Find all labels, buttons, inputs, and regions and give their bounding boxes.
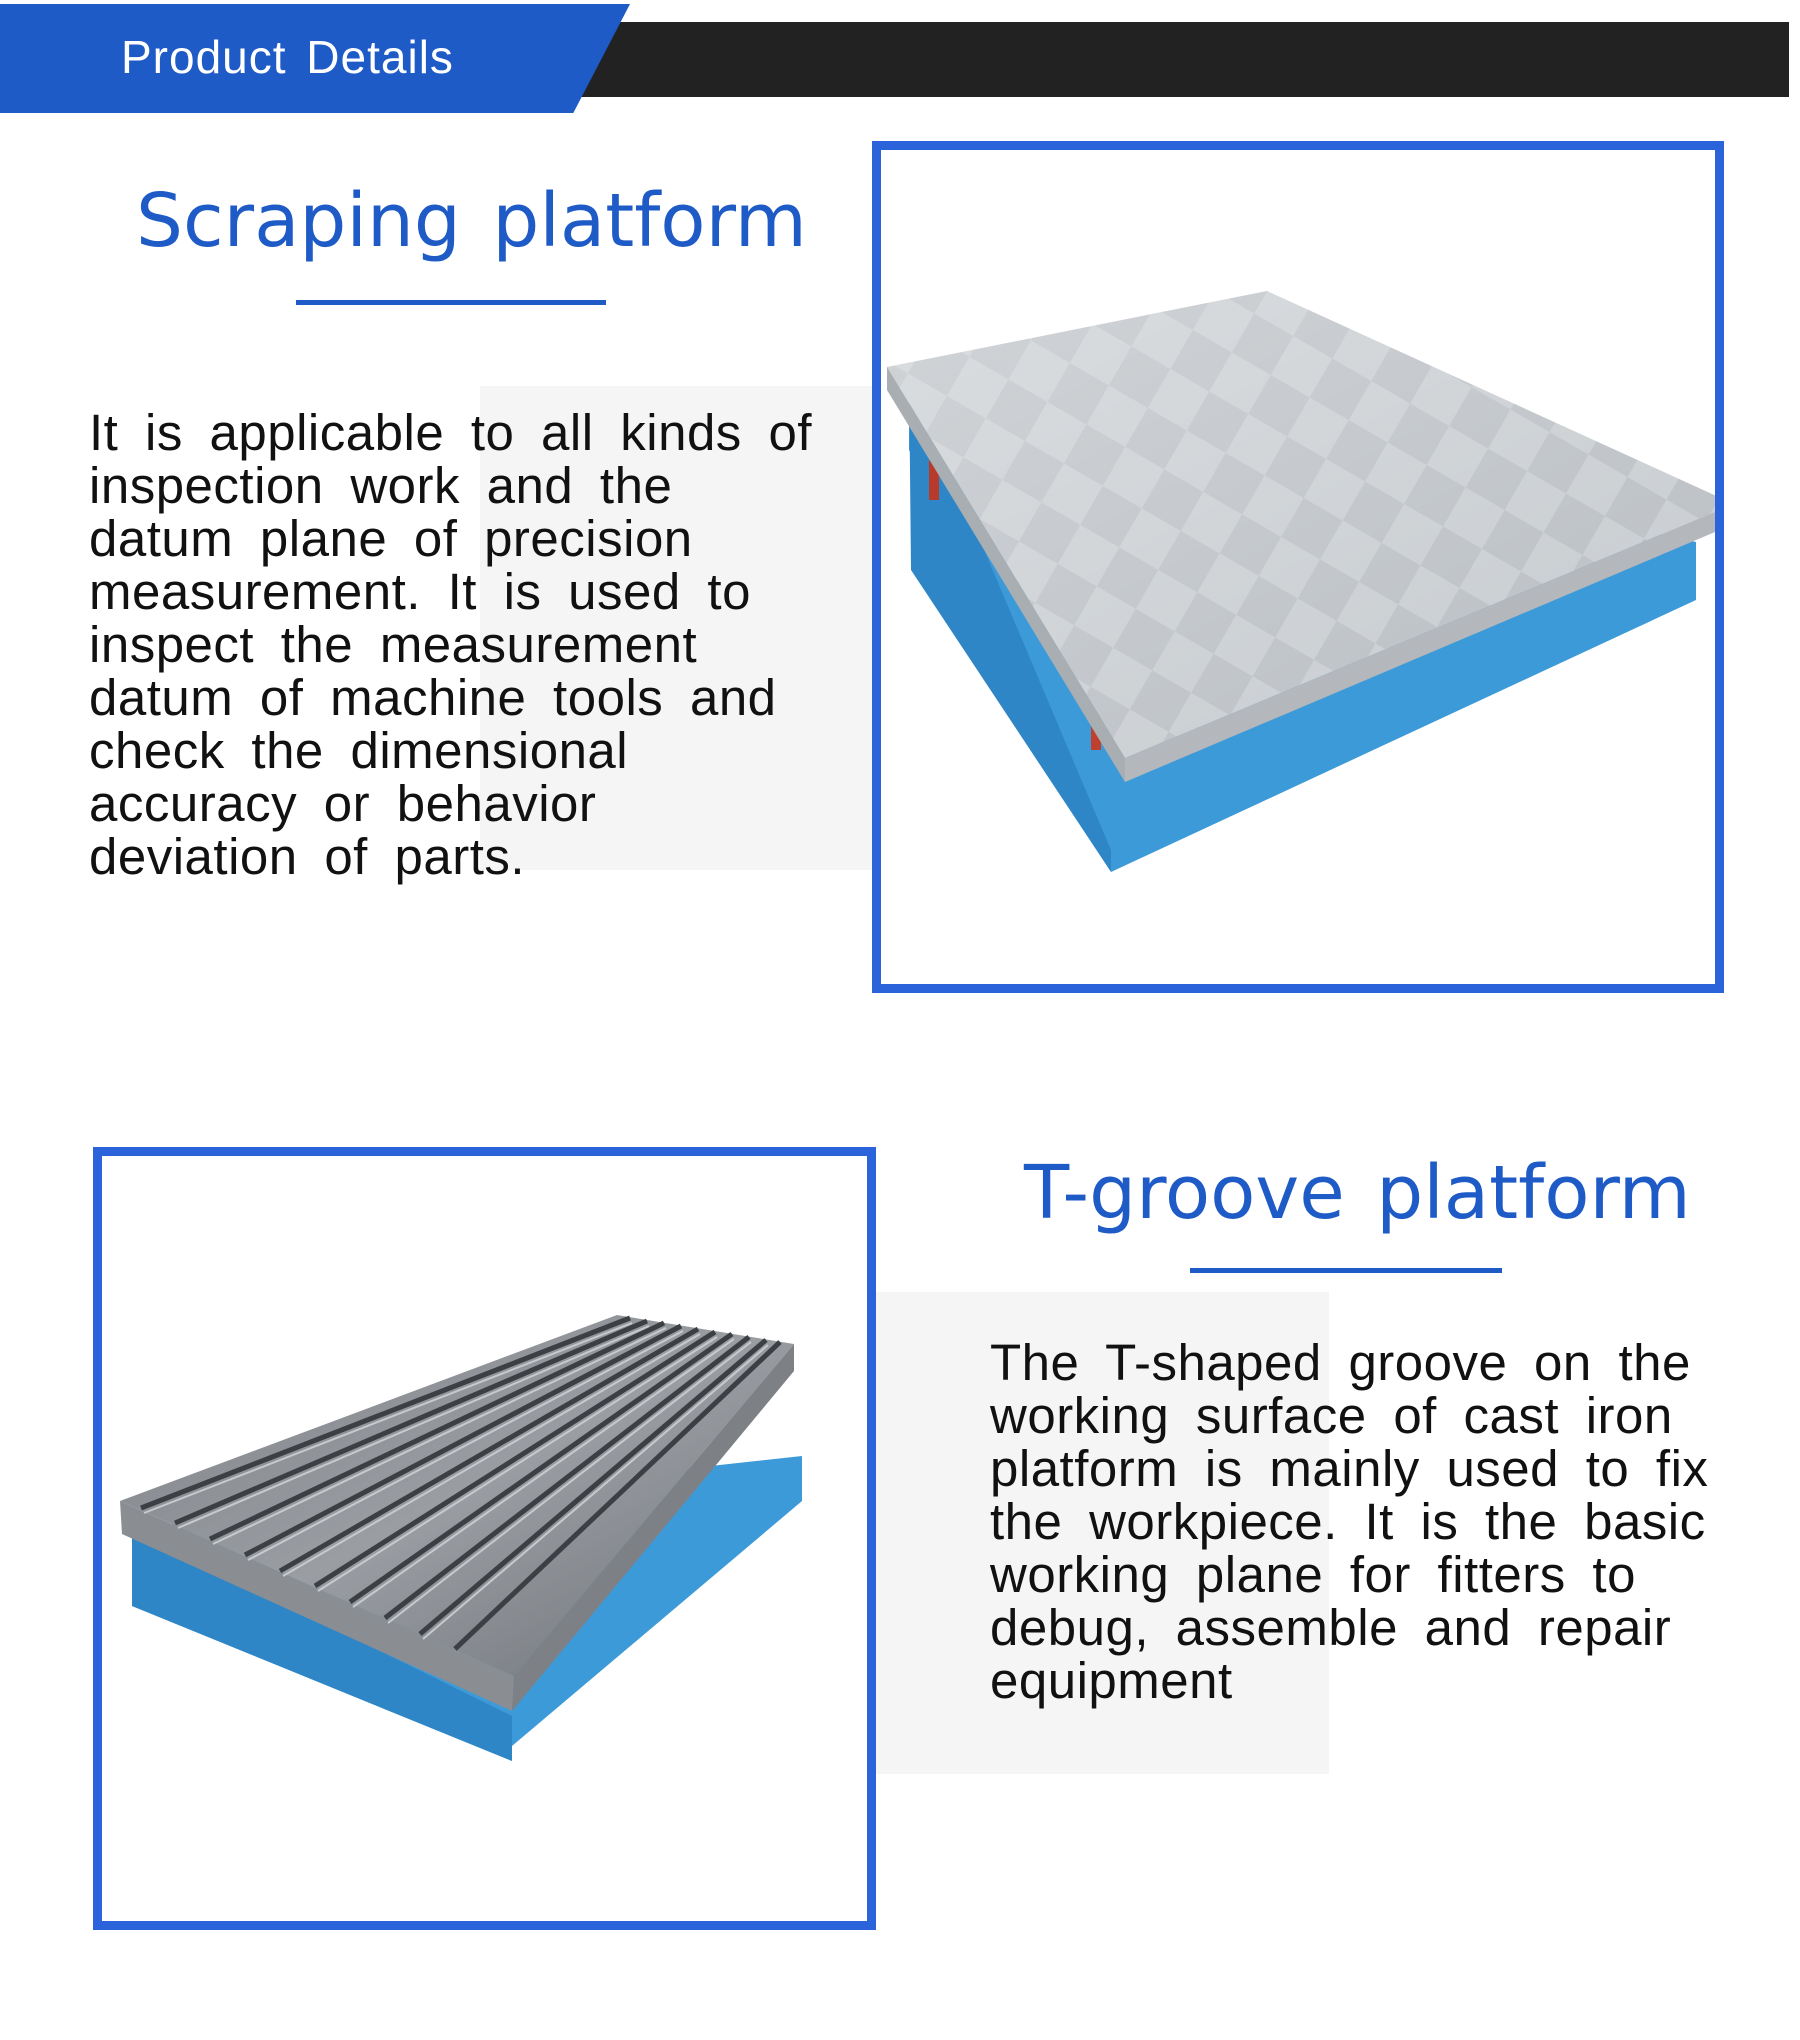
description-line: debug, assemble and repair <box>990 1599 1672 1656</box>
description-line: working surface of cast iron <box>990 1387 1673 1444</box>
description-line: the workpiece. It is the basic <box>990 1493 1706 1550</box>
description-line: measurement. It is used to <box>89 563 751 620</box>
description-line: inspection work and the <box>89 457 673 514</box>
section-description-scraping <box>89 406 812 883</box>
description-line: datum plane of precision <box>89 510 693 567</box>
section-title-scraping: Scraping platform <box>136 178 807 264</box>
description-line: The T-shaped groove on the <box>990 1334 1691 1391</box>
page-title: Product Details <box>121 31 454 83</box>
header-bar <box>560 22 1789 97</box>
scraping-platform-image-frame <box>872 141 1724 993</box>
description-line: inspect the measurement <box>89 616 698 673</box>
title-underline <box>296 300 606 305</box>
description-line: platform is mainly used to fix <box>990 1440 1709 1497</box>
t-groove-platform-image <box>102 1156 867 1921</box>
description-line: deviation of parts. <box>89 828 526 885</box>
section-title-t-groove: T-groove platform <box>1024 1150 1691 1236</box>
description-line: datum of machine tools and <box>89 669 777 726</box>
scraping-platform-image <box>881 150 1715 984</box>
description-line: accuracy or behavior <box>89 775 597 832</box>
t-groove-platform-image-frame <box>93 1147 876 1930</box>
title-underline <box>1190 1268 1502 1273</box>
description-line: It is applicable to all kinds of <box>89 404 813 461</box>
description-line: working plane for fitters to <box>990 1546 1636 1603</box>
section-description-t-groove <box>990 1336 1708 1707</box>
description-line: check the dimensional <box>89 722 629 779</box>
description-line: equipment <box>990 1652 1233 1709</box>
